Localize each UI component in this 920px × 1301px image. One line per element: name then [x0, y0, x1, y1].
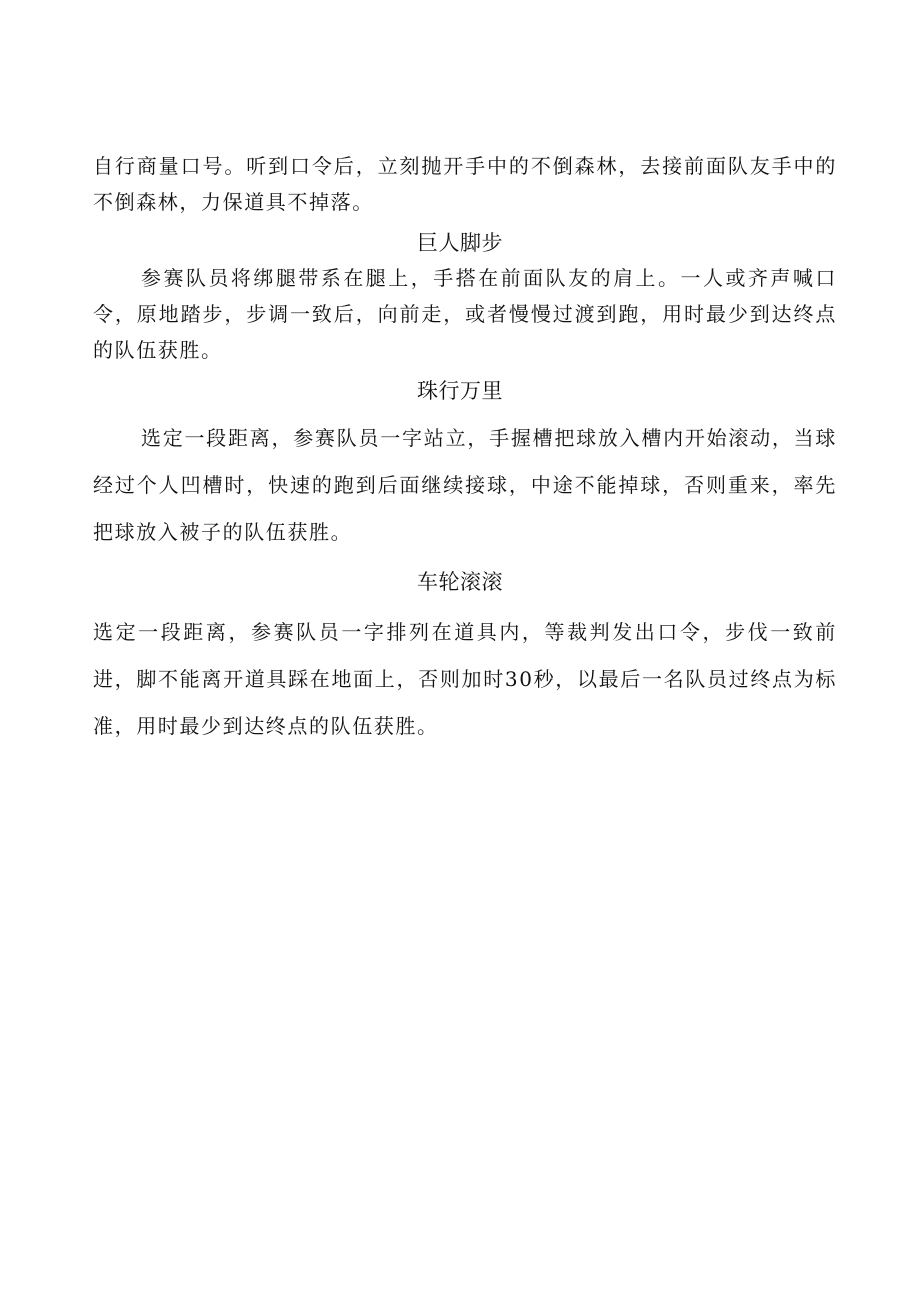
intro-paragraph: 自行商量口号。听到口令后，立刻抛开手中的不倒森林，去接前面队友手中的不倒森林，力保道具不掉落。: [93, 154, 837, 214]
section-title-pearl-journey: 珠行万里: [417, 379, 503, 403]
section-title-rolling-wheels: 车轮滚滚: [417, 570, 503, 594]
section-body-giant-steps: 参赛队员将绑腿带系在腿上，手搭在前面队友的肩上。一人或齐声喊口令，原地踏步，步调一致后，向前走，或者慢慢过渡到跑，用时最少到达终点的队伍获胜。: [93, 266, 837, 362]
section-title-giant-steps: 巨人脚步: [417, 231, 503, 255]
section-body-pearl-journey: 选定一段距离，参赛队员一字站立，手握槽把球放入槽内开始滚动，当球经过个人凹槽时，快速的跑到后面继续接球，中途不能掉球，否则重来，率先把球放入被子的队伍获胜。: [93, 426, 837, 544]
section-body-rolling-wheels: 选定一段距离，参赛队员一字排列在道具内，等裁判发出口令，步伐一致前进，脚不能离开道具踩在地面上，否则加时30秒，以最后一名队员过终点为标准，用时最少到达终点的队伍获胜。: [93, 620, 837, 738]
